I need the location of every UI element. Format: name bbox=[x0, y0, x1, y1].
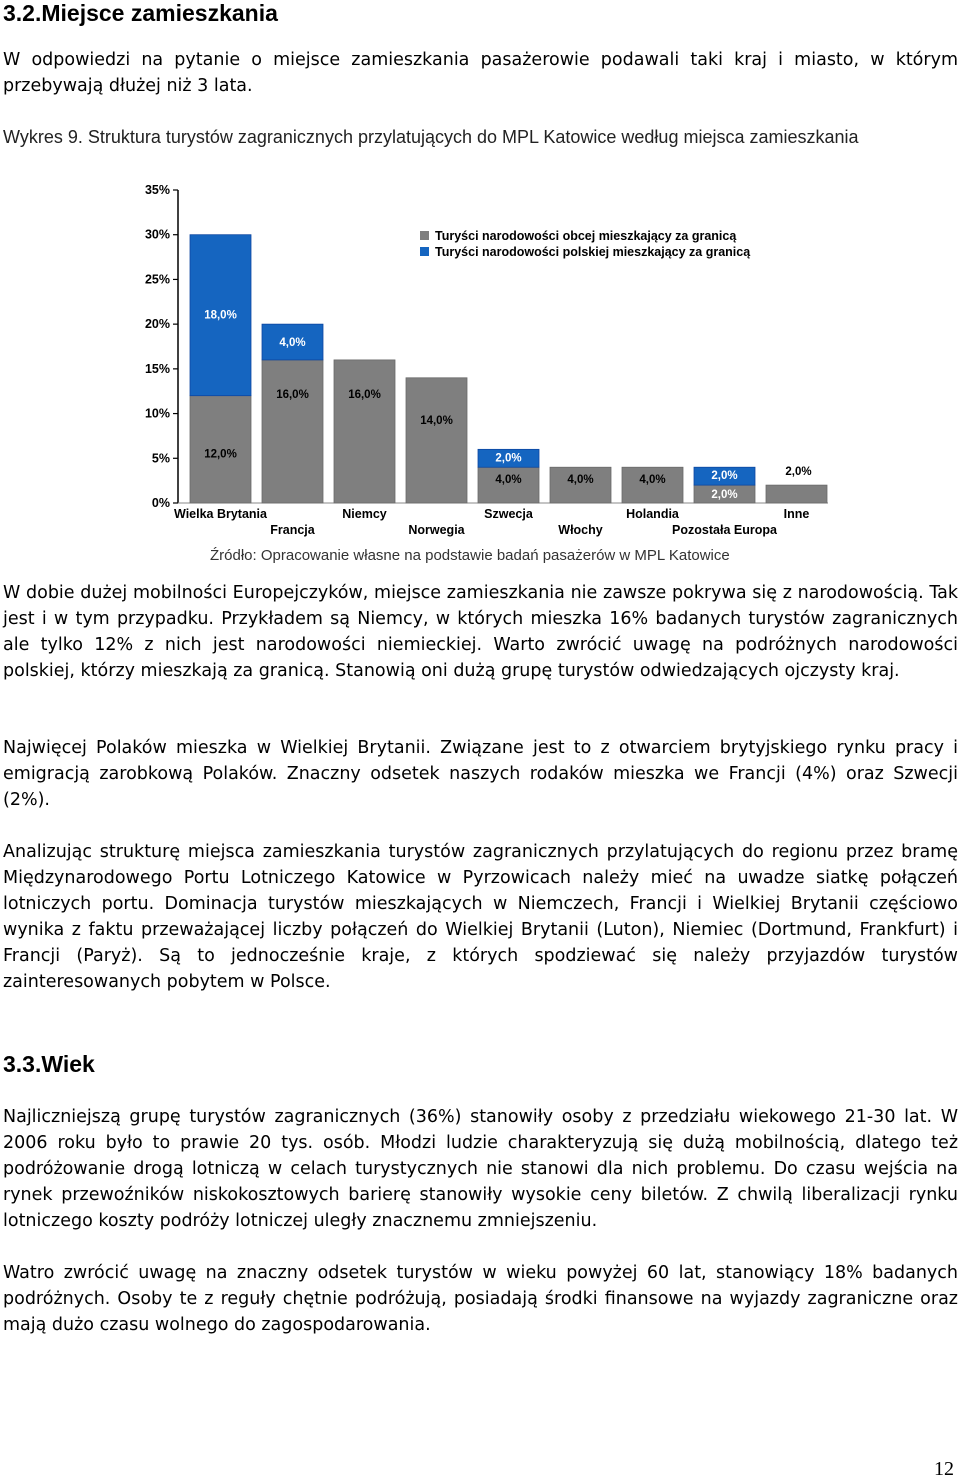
data-label: 18,0% bbox=[204, 309, 237, 322]
y-tick-label: 0% bbox=[151, 496, 170, 510]
data-label: 16,0% bbox=[348, 388, 381, 401]
paragraph-poles-abroad: Najwięcej Polaków mieszka w Wielkiej Brytanii. Związane jest to z otwarciem brytyjskiego rynku pracy i emigracją zarobkową Polaków. Znaczny odsetek naszych rodaków mieszka we Francji (4%) oraz Szwecji (2%). bbox=[3, 738, 958, 811]
category-label: Włochy bbox=[558, 523, 603, 537]
section-heading-age: 3.3.Wiek bbox=[3, 1051, 95, 1077]
figure-caption: Wykres 9. Struktura turystów zagranicznych przylatujących do MPL Katowice według miejsca zamieszkania bbox=[3, 127, 859, 147]
data-label: 4,0% bbox=[567, 474, 594, 487]
paragraph-seniors: Watro zwrócić uwagę na znaczny odsetek turystów w wieku powyżej 60 lat, stanowiący 18% badanych podróżnych. Osoby te z reguły chętnie podróżują, posiadają środki finansowe na wyjazdy zagraniczne oraz mają dużo czasu wolnego do zagospodarowania. bbox=[3, 1263, 958, 1336]
bar-segment bbox=[766, 485, 827, 503]
y-tick-label: 10% bbox=[144, 406, 170, 421]
category-label: Inne bbox=[783, 507, 810, 521]
category-label: Holandia bbox=[626, 507, 679, 521]
y-tick-label: 30% bbox=[144, 227, 170, 242]
bar-segment bbox=[262, 360, 323, 503]
data-label: 14,0% bbox=[420, 414, 453, 427]
data-label: 2,0% bbox=[711, 470, 738, 483]
residence-bar-chart bbox=[120, 178, 840, 548]
y-tick-label: 20% bbox=[144, 317, 170, 332]
data-label: 4,0% bbox=[279, 337, 306, 350]
data-label: 4,0% bbox=[639, 474, 666, 487]
data-label: 4,0% bbox=[495, 474, 522, 487]
y-tick-label: 15% bbox=[144, 361, 170, 376]
section-heading-residence: 3.2.Miejsce zamieszkania bbox=[3, 0, 278, 26]
data-label: 2,0% bbox=[495, 452, 522, 465]
y-tick-label: 35% bbox=[144, 183, 170, 197]
category-label: Niemcy bbox=[342, 507, 387, 521]
figure-source: Źródło: Opracowanie własne na podstawie badań pasażerów w MPL Katowice bbox=[210, 547, 730, 564]
category-label: Wielka Brytania bbox=[174, 507, 267, 521]
data-label: 12,0% bbox=[204, 448, 237, 461]
category-label: Szwecja bbox=[484, 507, 533, 521]
y-tick-label: 25% bbox=[144, 272, 170, 287]
paragraph-mobility: W dobie dużej mobilności Europejczyków, miejsce zamieszkania nie zawsze pokrywa się z narodowością. Tak jest i w tym przypadku. Przykładem są Niemcy, w których mieszka 16% badanych turystów zagranicznych ale tylko 12% z nich jest narodowości niemieckiej. Warto zwrócić uwagę na podróżnych narodowości polskiej, którzy mieszkają za granicą. Stanowią oni dużą grupę turystów odwiedzających ojczysty kraj. bbox=[3, 583, 958, 682]
legend-swatch bbox=[420, 247, 429, 256]
paragraph-connections: Analizując strukturę miejsca zamieszkania turystów zagranicznych przylatujących do regionu przez bramę Międzynarodowego Portu Lotniczego Katowice w Pyrzowicach należy mieć na uwadze siatkę połączeń lotniczych portu. Dominacja turystów mieszkających w Niemczech, Francji i Wielkiej Brytanii częściowo wynika z faktu przeważającej liczby połączeń do Wielkiej Brytanii (Luton), Niemiec (Dortmund, Frankfurt) i Francji (Paryż). Są to jednocześnie kraje, z których spodziewać się należy przyjazdów turystów zainteresowanych pobytem w Polsce. bbox=[3, 842, 958, 993]
data-label: 2,0% bbox=[785, 466, 812, 479]
category-label: Francja bbox=[270, 523, 315, 537]
legend-swatch bbox=[420, 231, 429, 240]
category-label: Pozostała Europa bbox=[672, 523, 777, 537]
intro-paragraph: W odpowiedzi na pytanie o miejsce zamieszkania pasażerowie podawali taki kraj i miasto, w którym przebywają dłużej niż 3 lata. bbox=[3, 50, 958, 97]
bar-segment bbox=[334, 360, 395, 503]
data-label: 16,0% bbox=[276, 388, 309, 401]
page-number: 12 bbox=[934, 1458, 954, 1480]
data-label: 2,0% bbox=[711, 489, 738, 502]
y-tick-label: 5% bbox=[151, 451, 170, 466]
paragraph-age-groups: Najliczniejszą grupę turystów zagranicznych (36%) stanowiły osoby z przedziału wiekowego 21-30 lat. W 2006 roku było to prawie 20 tys. osób. Młodzi ludzie charakteryzują się dużą mobilnością, dlatego też podróżowanie drogą lotniczą w celach turystycznych nie stanowi dla nich problemu. Do czasu wejścia na rynek przewoźników niskokosztowych barierę stanowiły wysokie ceny biletów. Z chwilą liberalizacji rynku lotniczego koszty podróży lotniczej uległy znacznemu zmniejszeniu. bbox=[3, 1107, 958, 1232]
category-label: Norwegia bbox=[408, 523, 465, 537]
legend-label: Turyści narodowości polskiej mieszkający za granicą bbox=[435, 245, 751, 259]
bar-segment bbox=[406, 378, 467, 503]
legend-label: Turyści narodowości obcej mieszkający za granicą bbox=[435, 229, 737, 243]
